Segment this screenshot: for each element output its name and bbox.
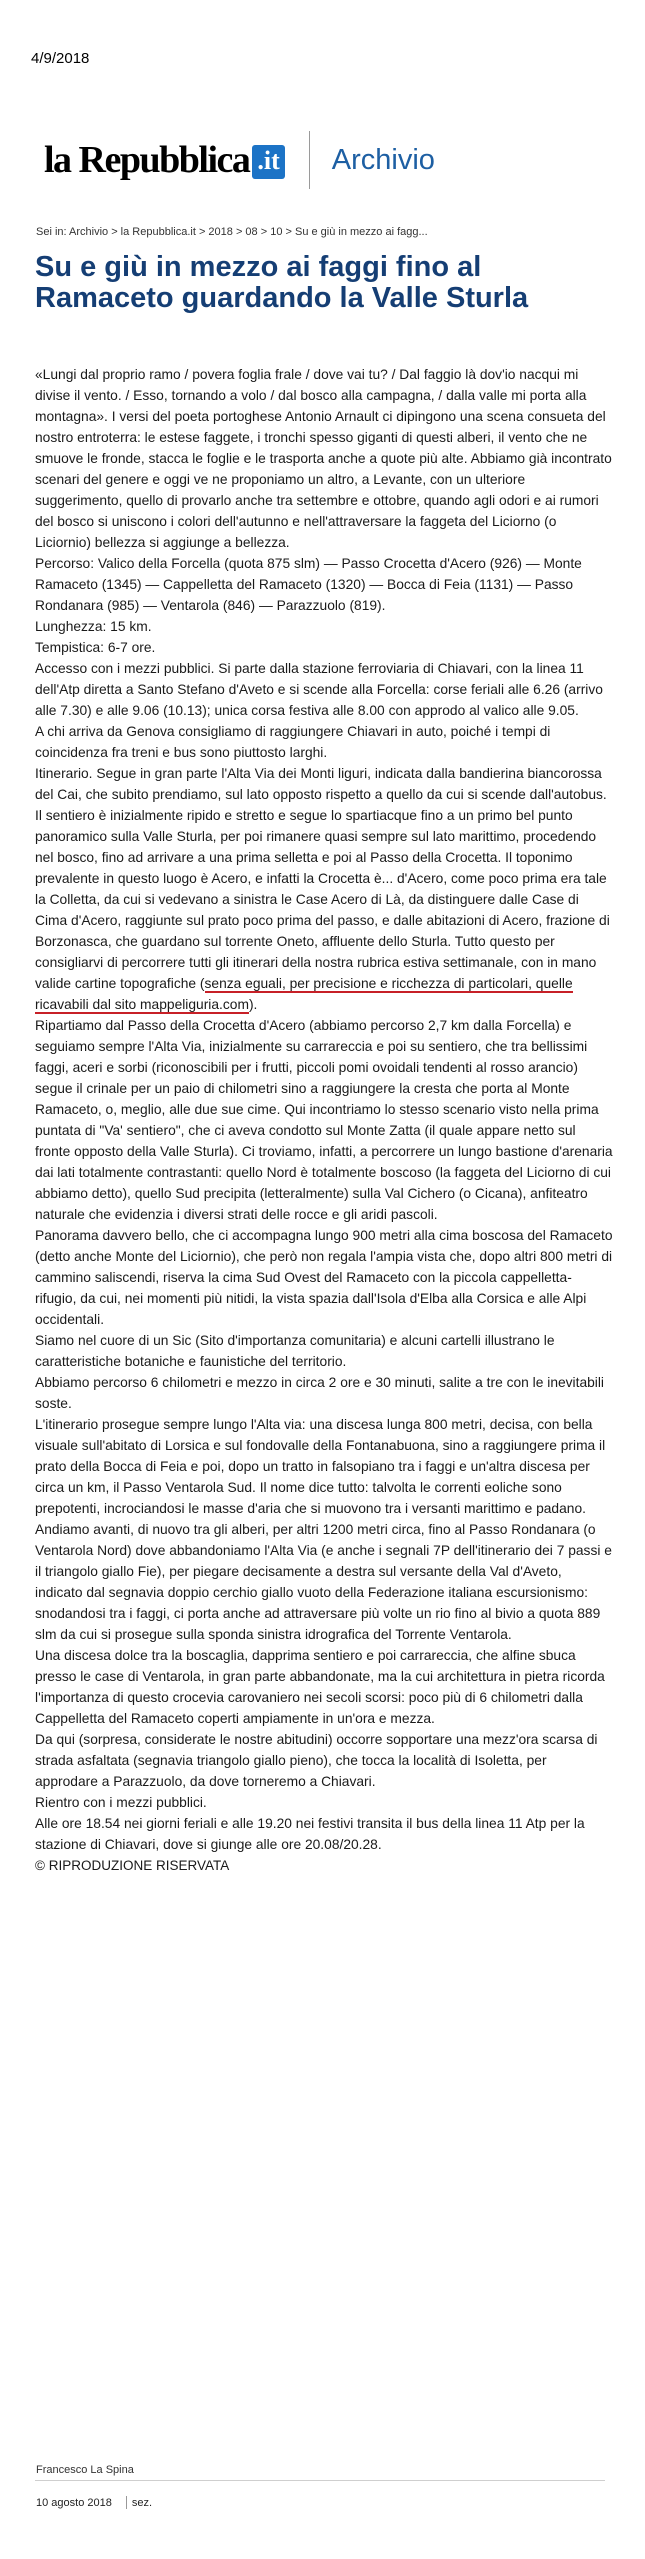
- mappeliguria-link[interactable]: senza eguali, per precisione e ricchezza di particolari, quelle ricavabili dal sito mappeliguria.com: [35, 976, 573, 1012]
- article-paragraph: A chi arriva da Genova consigliamo di raggiungere Chiavari in auto, poiché i tempi di coincidenza fra treni e bus sono piuttosto larghi.: [35, 724, 551, 760]
- article-paragraph: Ripartiamo dal Passo della Crocetta d'Acero (abbiamo percorso 2,7 km dalla Forcella) e seguiamo sempre l'Alta Via, inizialmente su carrareccia e poi su sentiero, che tra bellissimi faggi, aceri e sorbi (riconoscibili per i frutti, piccoli pomi ovoidali tendenti al rosso arancio) segue il crinale per un paio di chilometri sino a raggiungere la cresta che porta al Monte Ramaceto, o, meglio, alle due sue cime. Qui incontriamo lo stesso scenario visto nella prima puntata di "Va' sentiero", che ci aveva condotto sul Monte Zatta (il quale appare netto sul fronte opposto della Valle Sturla). Ci troviamo, infatti, a percorrere un lungo bastione d'arenaria dai lati totalmente contrastanti: quello Nord è totalmente boscoso (la faggeta del Liciorno di cui abbiamo detto), quello Sud precipita (letteralmente) sulla Val Cichero (o Cicana), anfiteatro naturale che evidenzia i diversi strati delle rocce e gli aridi pascoli.: [35, 1018, 613, 1222]
- author-name: Francesco La Spina: [36, 2464, 134, 2476]
- breadcrumb[interactable]: Sei in: Archivio > la Repubblica.it > 2018 > 08 > 10 > Su e giù in mezzo ai fagg...: [36, 226, 428, 238]
- article-paragraph: Andiamo avanti, di nuovo tra gli alberi, per altri 1200 metri circa, fino al Passo Rondanara (o Ventarola Nord) dove abbandoniamo l'Alta Via (e anche i segnali 7P dell'itinerario dei 7 passi e il triangolo giallo Fie), per piegare decisamente a destra sul versante della Val d'Aveto, indicato dal segnavia doppio cerchio giallo vuoto della Federazione italiana escursionismo: snodandosi tra i faggi, ci porta anche ad attraversare più volte un rio fino al bivio a quota 889 slm da cui si prosegue sulla sponda sinistra idrografica del Torrente Ventarola.: [35, 1522, 612, 1642]
- article-paragraph: Da qui (sorpresa, considerate le nostre abitudini) occorre sopportare una mezz'ora scarsa di strada asfaltata (segnavia triangolo giallo pieno), che tocca la località di Isoletta, per approdare a Parazzuolo, da dove torneremo a Chiavari.: [35, 1732, 598, 1789]
- article-paragraph: L'itinerario prosegue sempre lungo l'Alta via: una discesa lunga 800 metri, decisa, con bella visuale sull'abitato di Lorsica e sul fondovalle della Fontanabuona, sino a raggiungere prima il prato della Bocca di Feia e poi, dopo un tratto in falsopiano tra i faggi e un'altra discesa per circa un km, il Passo Ventarola Sud. Il nome dice tutto: talvolta le correnti eoliche sono prepotenti, incrociandosi le masse d'aria che si muovono tra i versanti marittimo e padano.: [35, 1417, 606, 1516]
- article-paragraph: «Lungi dal proprio ramo / povera foglia frale / dove vai tu? / Dal faggio là dov'io nacqui mi divise il vento. / Esso, tornando a volo / dal bosco alla campagna, / dalla valle mi porta alla montagna». I versi del poeta portoghese Antonio Arnault ci dipingono una scena consueta del nostro entroterra: le estese faggete, i tronchi spesso giganti di questi alberi, il vento che ne smuove le fronde, stacca le foglie e le trasporta anche a quote più alte. Abbiamo già incontrato scenari del genere e oggi ve ne proponiamo un altro, a Levante, con un ulteriore suggerimento, quello di provarlo anche tra settembre e ottobre, quando agli odori e ai rumori del bosco si uniscono i colori dell'autunno e nell'attraversare la faggeta del Liciorno (o Liciornio) bellezza si aggiunge a bellezza.: [35, 367, 612, 550]
- paragraph-text: ).: [248, 997, 258, 1012]
- article-paragraph: Alle ore 18.54 nei giorni feriali e alle 19.20 nei festivi transita il bus della linea 11 Atp per la stazione di Chiavari, dove si giunge alle ore 20.08/20.28.: [35, 1816, 585, 1852]
- meta-divider: [35, 2480, 605, 2481]
- masthead-divider: [309, 131, 310, 189]
- article-paragraph: Lunghezza: 15 km.: [35, 619, 152, 634]
- article-paragraph: [35, 763, 613, 1015]
- masthead: [44, 132, 435, 188]
- article-body: [35, 364, 613, 1876]
- repubblica-logo[interactable]: [44, 138, 285, 182]
- paragraph-text: Itinerario. Segue in gran parte l'Alta Via dei Monti liguri, indicata dalla bandierina biancorossa del Cai, che subito prendiamo, sul lato opposto rispetto a quello da cui si scende dall'autobus. Il sentiero è inizialmente ripido e stretto e segue lo spartiacque fino a un primo bel punto panoramico sulla Valle Sturla, per poi rimanere quasi sempre sul lato marittimo, procedendo nel bosco, fino ad arrivare a una prima selletta e poi al Passo della Crocetta. Il toponimo prevalente in questo luogo è Acero, e infatti la Crocetta è... d'Acero, come poco prima era tale la Colletta, da cui si vedevano a sinistra le Case Acero di Là, da distinguere dalle Case di Cima d'Acero, raggiunte sul prato poco prima del passo, e dalle abitazioni di Acero, frazione di Borzonasca, che guardano sul torrente Oneto, affluente dello Sturla. Tutto questo per consigliarvi di percorrere tutti gli itinerari della nostra rubrica estiva settimanale, con in mano valide cartine topografiche (: [35, 766, 610, 991]
- article-paragraph: Siamo nel cuore di un Sic (Sito d'importanza comunitaria) e alcuni cartelli illustrano le caratteristiche botaniche e faunistiche del territorio.: [35, 1333, 555, 1369]
- article-paragraph: Abbiamo percorso 6 chilometri e mezzo in circa 2 ore e 30 minuti, salite a tre con le inevitabili soste.: [35, 1375, 605, 1411]
- article-paragraph: Panorama davvero bello, che ci accompagna lungo 900 metri alla cima boscosa del Ramaceto (detto anche Monte del Liciornio), che però non regala l'ampia vista che, dopo altri 800 metri di cammino saliscendi, riserva la cima Sud Ovest del Ramaceto con la piccola cappelletta-rifugio, da cui, nei momenti più nitidi, la vista spazia dall'Isola d'Elba alla Corsica e alle Alpi occidentali.: [35, 1228, 613, 1327]
- section-tag: sez.: [131, 2496, 153, 2509]
- article-paragraph: Tempistica: 6-7 ore.: [35, 640, 156, 655]
- section-label-archivio[interactable]: Archivio: [331, 143, 435, 176]
- article-paragraph: Percorso: Valico della Forcella (quota 875 slm) — Passo Crocetta d'Acero (926) — Monte Ramaceto (1345) — Cappelletta del Ramaceto (1320) — Bocca di Feia (1131) — Passo Rondanara (985) — Ventarola (846) — Parazzuolo (819).: [35, 556, 582, 613]
- publication-date: 10 agosto 2018: [36, 2496, 112, 2509]
- article-paragraph: Accesso con i mezzi pubblici. Si parte dalla stazione ferroviaria di Chiavari, con la linea 11 dell'Atp diretta a Santo Stefano d'Aveto e si scende alla Forcella: corse feriali alle 6.26 (arrivo alle 7.30) e alle 9.06 (10.13); unica corsa festiva alle 8.00 con approdo al valico alle 9.05.: [35, 661, 603, 718]
- article-paragraph: Una discesa dolce tra la boscaglia, dapprima sentiero e poi carrareccia, che alfine sbuca presso le case di Ventarola, in gran parte abbandonate, ma la cui architettura in pietra ricorda l'importanza di questo crocevia carovaniero nei secoli scorsi: poco più di 6 chilometri dalla Cappelletta del Ramaceto coperti ampiamente in un'ora e mezza.: [35, 1648, 605, 1726]
- print-date: 4/9/2018: [31, 50, 90, 67]
- meta-separator: [126, 2496, 127, 2509]
- article-meta: [36, 2496, 152, 2509]
- page-title: Su e giù in mezzo ai faggi fino al Ramaceto guardando la Valle Sturla: [35, 251, 529, 314]
- logo-it-badge: .it: [252, 145, 284, 179]
- article-paragraph: Rientro con i mezzi pubblici.: [35, 1795, 207, 1810]
- copyright-notice: © RIPRODUZIONE RISERVATA: [35, 1858, 230, 1873]
- logo-text: la Repubblica: [44, 139, 250, 181]
